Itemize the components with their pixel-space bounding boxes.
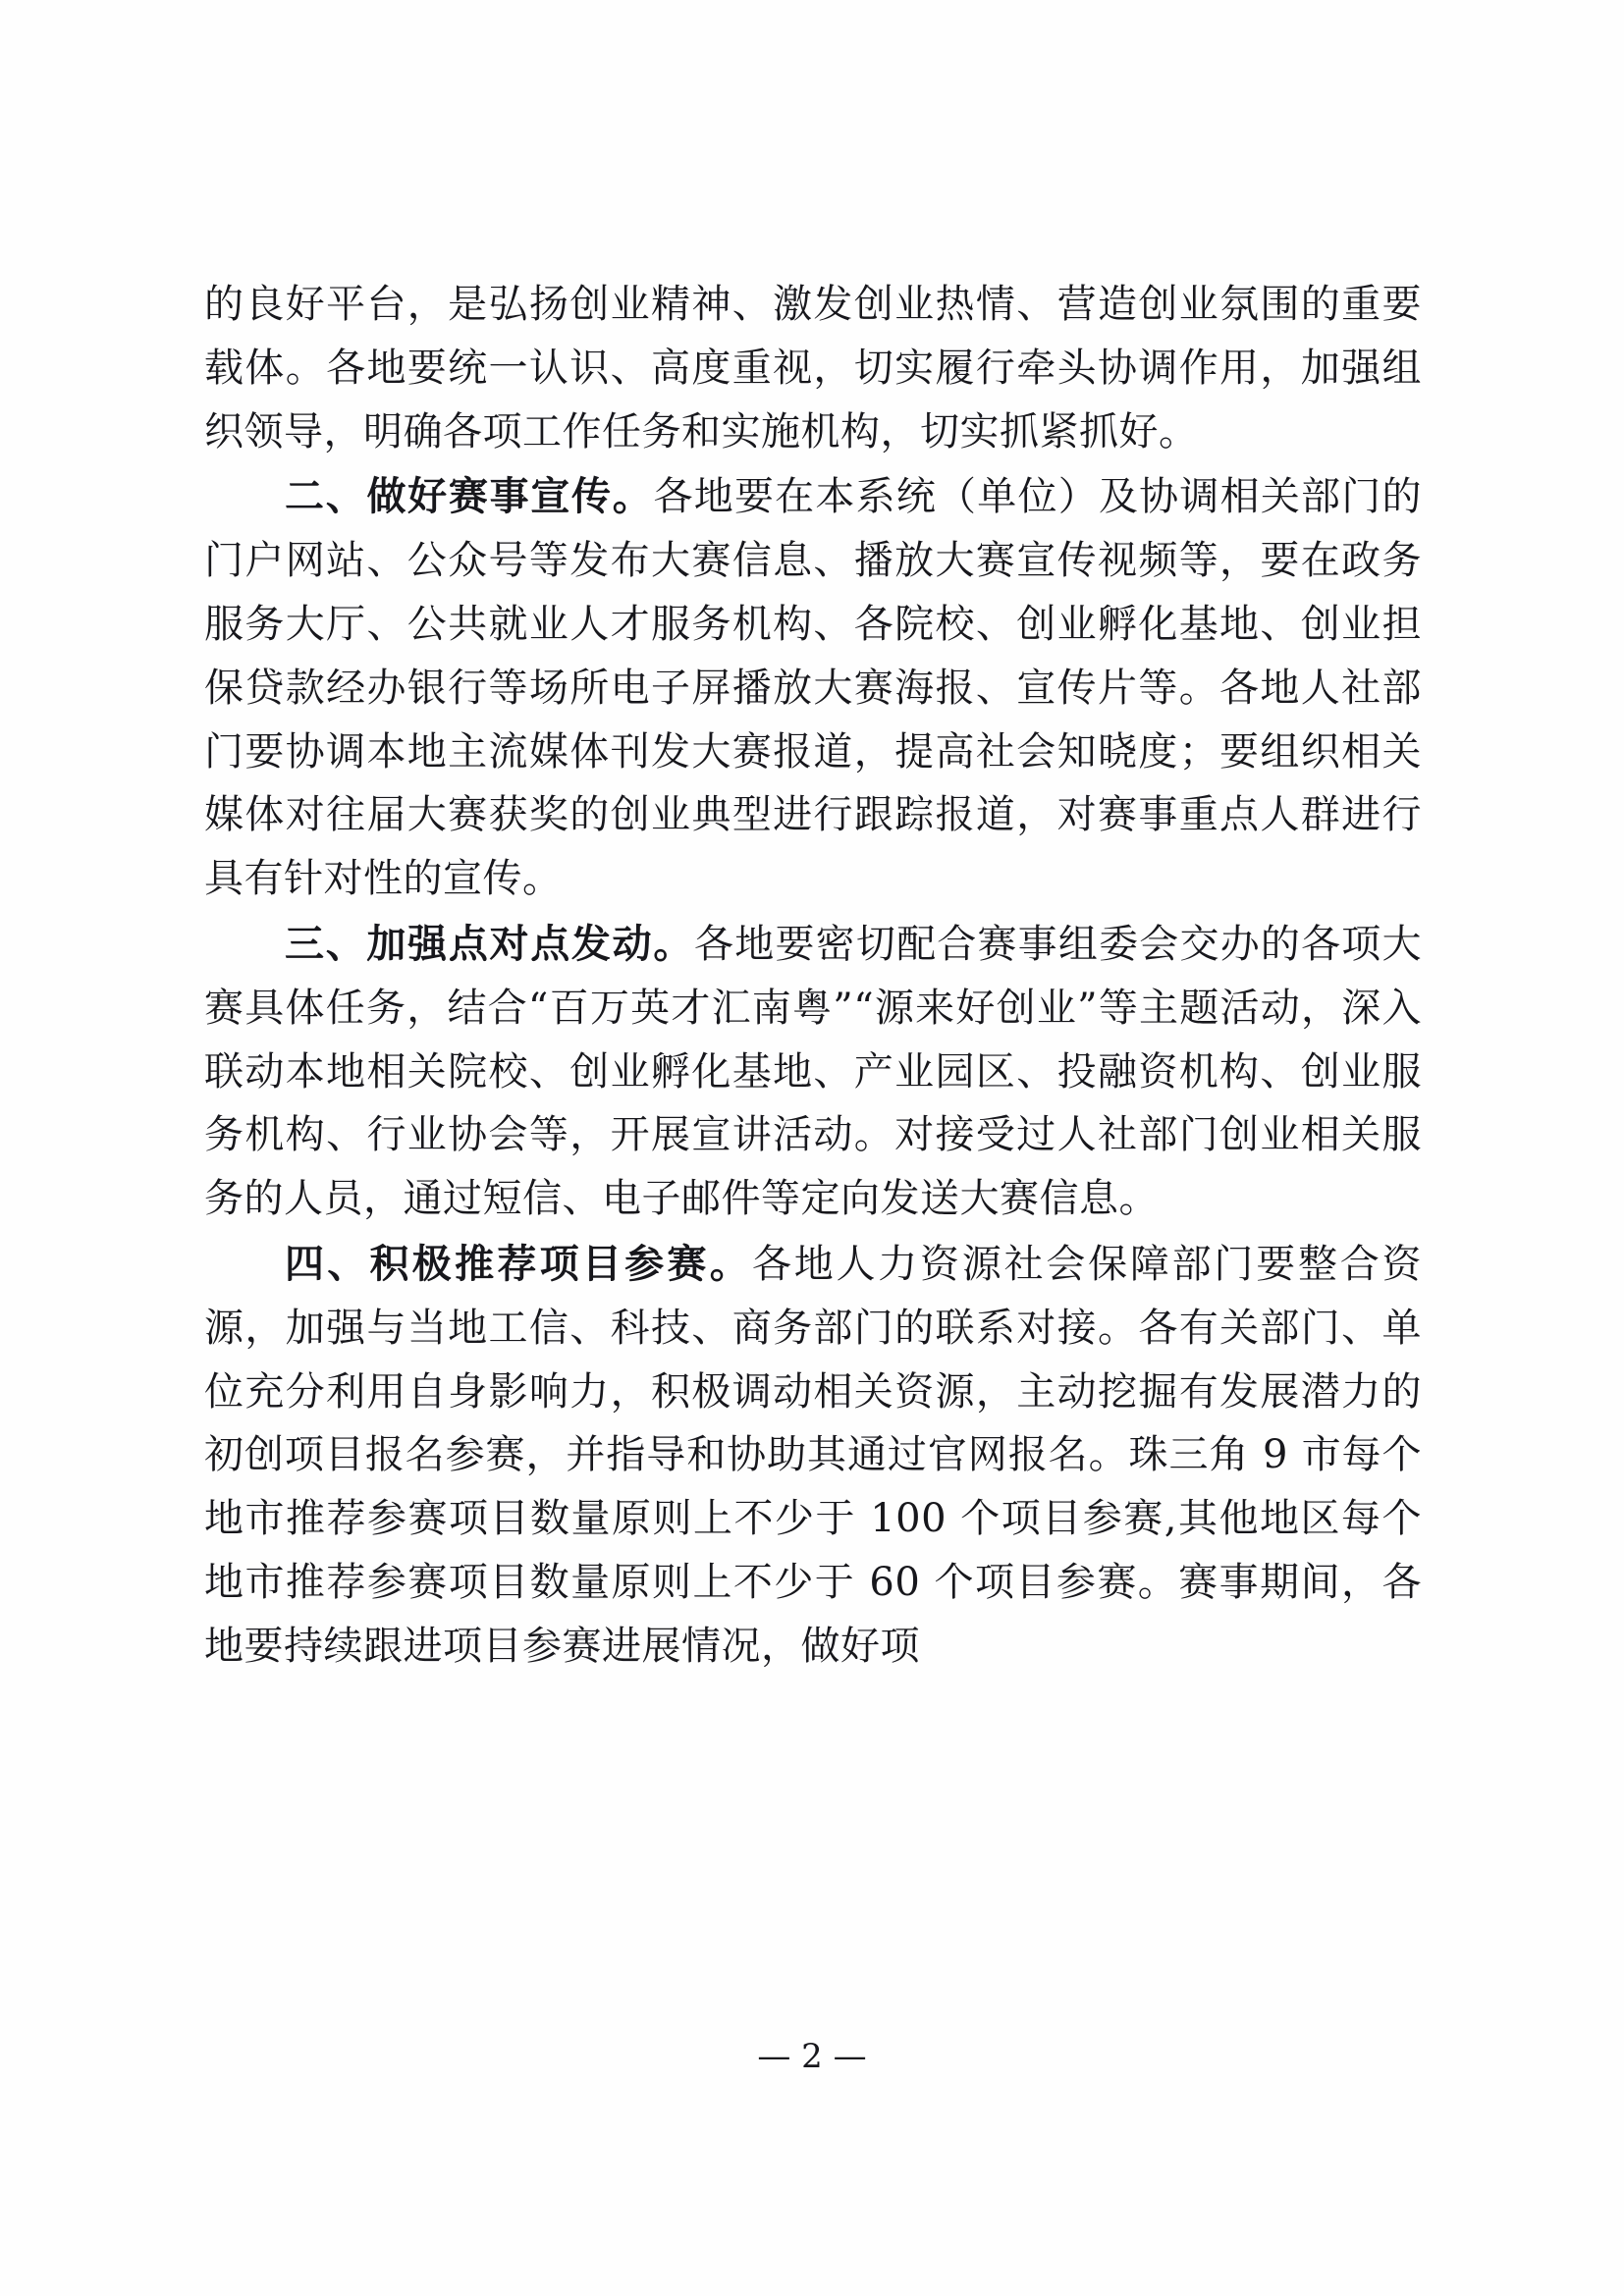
page-number: — 2 — bbox=[757, 2037, 867, 2076]
paragraph-section-two bbox=[204, 465, 1422, 911]
paragraph-text: 各地人力资源社会保障部门要整合资源，加强与当地工信、科技、商务部门的联系对接。各有关部门、单位充分利用自身影响力，积极调动相关资源，主动挖掘有发展潜力的初创项目报名参赛，并指导和协助其通过官网报名。珠三角 9 市每个地市推荐参赛项目数量原则上不少于 100 个项目参赛,其他地区每个地市推荐参赛项目数量原则上不少于 60 个项目参赛。赛事期间，各地要持续跟进项目参赛进展情况，做好项 bbox=[204, 1241, 1423, 1669]
section-heading-four: 四、积极推荐项目参赛。 bbox=[285, 1240, 752, 1287]
paragraph-section-four bbox=[204, 1233, 1422, 1679]
paragraph-text: 的良好平台，是弘扬创业精神、激发创业热情、营造创业氛围的重要载体。各地要统一认识、高度重视，切实履行牵头协调作用，加强组织领导，明确各项工作任务和实施机构，切实抓紧抓好。 bbox=[204, 282, 1422, 454]
section-heading-two: 二、做好赛事宣传。 bbox=[285, 473, 654, 520]
document-body bbox=[204, 273, 1422, 1681]
section-heading-three: 三、加强点对点发动。 bbox=[285, 920, 695, 967]
paragraph-continued bbox=[204, 273, 1422, 463]
paragraph-text: 各地要密切配合赛事组委会交办的各项大赛具体任务，结合“百万英才汇南粤”“源来好创业”等主题活动，深入联动本地相关院校、创业孵化基地、产业园区、投融资机构、创业服务机构、行业协会等，开展宣讲活动。对接受过人社部门创业相关服务的人员，通过短信、电子邮件等定向发送大赛信息。 bbox=[204, 921, 1423, 1222]
paragraph-text: 各地要在本系统（单位）及协调相关部门的门户网站、公众号等发布大赛信息、播放大赛宣传视频等，要在政务服务大厅、公共就业人才服务机构、各院校、创业孵化基地、创业担保贷款经办银行等场所电子屏播放大赛海报、宣传片等。各地人社部门要协调本地主流媒体刊发大赛报道，提高社会知晓度；要组织相关媒体对往届大赛获奖的创业典型进行跟踪报道，对赛事重点人群进行具有针对性的宣传。 bbox=[204, 474, 1422, 902]
paragraph-section-three bbox=[204, 913, 1422, 1231]
